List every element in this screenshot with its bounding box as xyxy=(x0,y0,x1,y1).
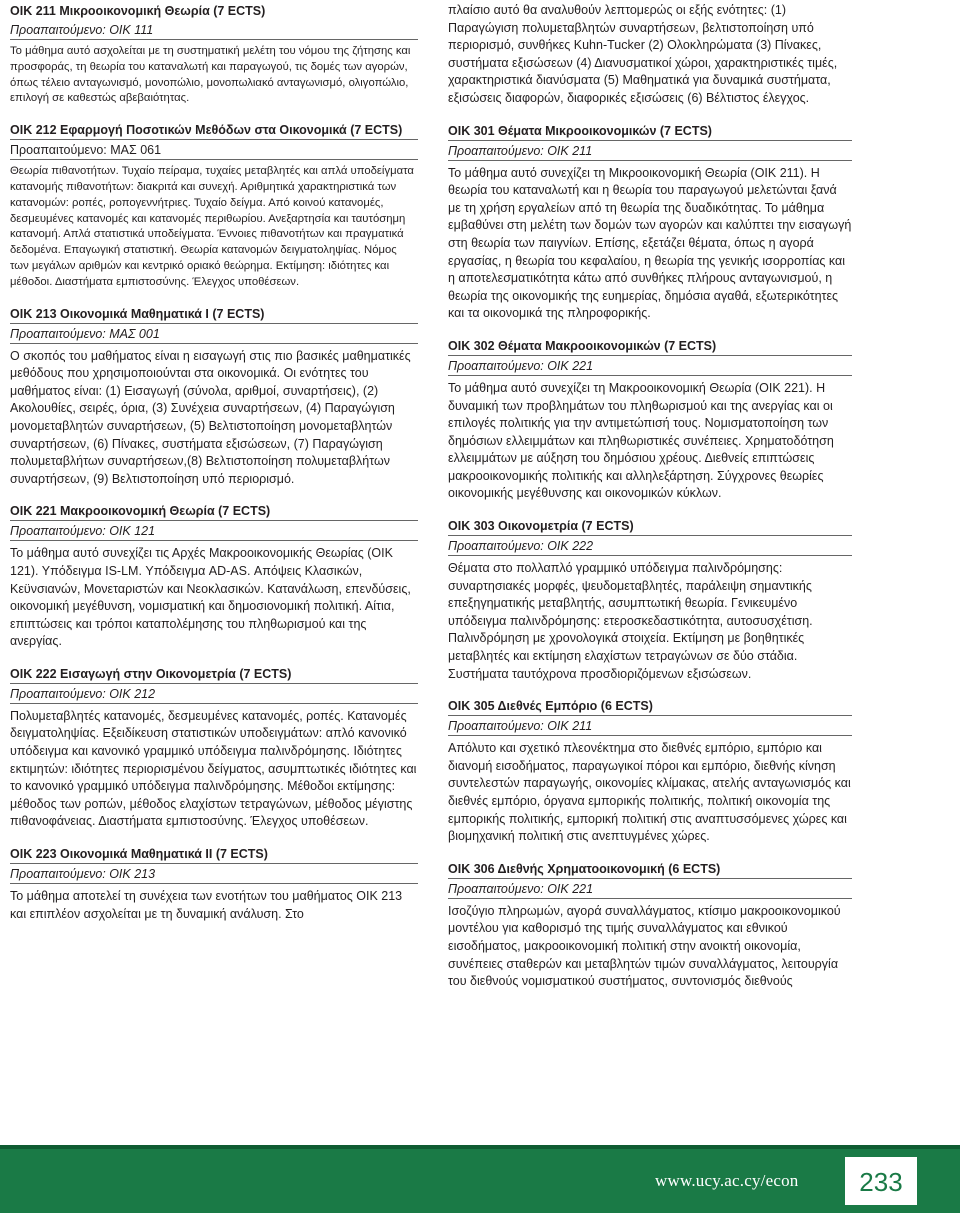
course-oik-302 xyxy=(448,335,852,503)
course-description: Το μάθημα αποτελεί τη συνέχεια των ενοτήτων του μαθήματος ΟΙΚ 213 και επιπλέον ασχολείται με τη δυναμική ανάλυση. Στο xyxy=(10,889,403,921)
course-title: ΟΙΚ 213 Οικονομικά Μαθηματικά Ι (7 ECTS) xyxy=(10,306,265,321)
course-prerequisite: Προαπαιτούμενο: ΟΙΚ 111 xyxy=(10,20,418,40)
course-oik-305 xyxy=(448,695,852,846)
course-prerequisite: Προαπαιτούμενο: ΟΙΚ 212 xyxy=(10,683,418,704)
course-prerequisite: Προαπαιτούμενο: ΟΙΚ 211 xyxy=(448,715,852,736)
course-description: Το μάθημα αυτό ασχολείται με τη συστηματική μελέτη του νόμου της ζήτησης και προσφοράς, τη θεωρία του καταναλωτή και παραγωγού, τις δομές των αγορών, όπως τέλειο ανταγωνισμό, μονοπώλιο, μονοπωλιακό ανταγωνισμό, ολιγοπώλιο, επιλογή σε καθεστώς αβεβαιότητας. xyxy=(10,45,411,105)
course-oik-301 xyxy=(448,120,852,323)
course-oik-211 xyxy=(10,0,418,107)
course-prerequisite: Προαπαιτούμενο: ΜΑΣ 061 xyxy=(10,139,418,160)
course-description: Το μάθημα αυτό συνεχίζει τη Μικροοικονομική Θεωρία (ΟΙΚ 211). Η θεωρία του καταναλωτή και η θεωρία του παραγωγού μελετώνται ξανά με τη χρήση εργαλείων από τη θεωρία της δυαδικότητας. Το μάθημα εμβαθύνει στη μελέτη των δομών των αγορών και καλύπτει την εισαγωγή στη θεωρία των παιγνίων. Επίσης, εξετάζει θέματα, όπως η αγορά εργασίας, η θεωρία του κεφαλαίου, η θεωρία της γενικής ισορροπίας και η αποτελεσματικότητα κάτω από συνθήκες πλήρους ανταγωνισμού, η θεωρία της οικονομικής της ευημερίας, δημόσια αγαθά, εξωτερικότητες και τα οικονομικά της πληροφορικής. xyxy=(448,165,852,321)
course-description: Το μάθημα αυτό συνεχίζει τη Μακροοικονομική Θεωρία (ΟΙΚ 221). Η δυναμική των προβλημάτων του πληθωρισμού και της ανεργίας και οι επιλογές πολιτικής για την αντιμετώπισή τους. Νομισματοποίηση των δημόσιων ελλειμμάτων και πληθωριστικές συνέπειες. Χρηματοδότηση ελλειμμάτων με αύξηση του δημόσιου χρέους. Διεθνείς επιπτώσεις μακροοικονομικής πολιτικής και αλληλεξάρτηση. Σύγχρονες θεωρίες οικονομικής μεγέθυνσης και οικονομικών κύκλων. xyxy=(448,380,834,501)
continued-description: πλαίσιο αυτό θα αναλυθούν λεπτομερώς οι εξής ενότητες: (1) Παραγώγιση πολυμεταβλητών συναρτήσεων, βελτιστοποίηση υπό περιορισμό, συνθήκες Kuhn-Tucker (2) Ολοκληρώματα (3) Πίνακες, συστήματα εξισώσεων (4) Διανυσματικοί χώροι, χαρακτηριστικές τιμές, χαρακτηριστικά διανύσματα (5) Μαθηματικά για δυναμικά συστήματα, εξισώσεις διαφορών, διαφορικές εξισώσεις (6) Βέλτιστος έλεγχος. xyxy=(448,3,838,105)
course-oik-222 xyxy=(10,663,418,831)
course-prerequisite: Προαπαιτούμενο: ΟΙΚ 221 xyxy=(448,355,852,376)
course-description: Το μάθημα αυτό συνεχίζει τις Αρχές Μακροοικονομικής Θεωρίας (ΟΙΚ 121). Υπόδειγμα IS-LM. Υπόδειγμα AD-AS. Απόψεις Κλασικών, Κεϋνσιανών, Μονεταριστών και Νεοκλασικών. Κατανάλωση, επενδύσεις, οικονομική μεγέθυνση, νομισματική και δημοσιονομική πολιτική. Αίτια, επιπτώσεις και τρόποι καταπολέμησης του πληθωρισμού και της ανεργίας. xyxy=(10,546,411,649)
course-title: ΟΙΚ 303 Οικονομετρία (7 ECTS) xyxy=(448,519,634,534)
course-oik-223 xyxy=(10,843,418,923)
course-title: ΟΙΚ 221 Μακροοικονομική Θεωρία (7 ECTS) xyxy=(10,504,271,519)
course-title: ΟΙΚ 306 Διεθνής Χρηματοοικονομική (6 ECTS) xyxy=(448,861,721,876)
course-prerequisite: Προαπαιτούμενο: ΟΙΚ 213 xyxy=(10,863,418,884)
right-column xyxy=(448,0,852,1003)
course-description: Ισοζύγιο πληρωμών, αγορά συναλλάγματος, κτίσιμο μακροοικονομικού μοντέλου για καθορισμό της τιμής συναλλάγματος και εθνικού εισοδήματος, μακροοικονομική πολιτική στην ανοικτή οικονομία, συνέπειες σταθερών και μεταβλητών τιμών συναλλάγματος, λειτουργία του διεθνούς νομισματικού συστήματος, συντονισμός διεθνούς xyxy=(448,903,841,989)
course-prerequisite: Προαπαιτούμενο: ΟΙΚ 121 xyxy=(10,520,418,541)
course-oik-306 xyxy=(448,858,852,991)
course-title: ΟΙΚ 301 Θέματα Μικροοικονομικών (7 ECTS) xyxy=(448,123,712,138)
course-description: Θέματα στο πολλαπλό γραμμικό υπόδειγμα παλινδρόμησης: συναρτησιακές μορφές, ψευδομεταβλητές, παράλειψη σημαντικής επεξηγηματικής μεταβλητής, ασυμπτωτική θεωρία. Γενικευμένο υπόδειγμα παλινδρόμησης: ετεροσκεδαστικότητα, αυτοσυσχέτιση. Παλινδρόμηση με χρονολογικά στοιχεία. Εκτίμηση με βοηθητικές μεταβλητές και εκτίμηση ελαχίστων τετραγώνων σε δύο στάδια. Συστήματα ταυτόχρονα προσδιοριζόμενων εξισώσεων. xyxy=(448,561,813,681)
course-prerequisite: Προαπαιτούμενο: ΜΑΣ 001 xyxy=(10,323,418,344)
course-prerequisite: Προαπαιτούμενο: ΟΙΚ 211 xyxy=(448,140,852,161)
footer-band xyxy=(0,1145,960,1213)
course-title: ΟΙΚ 302 Θέματα Μακροοικονομικών (7 ECTS) xyxy=(448,338,717,353)
course-oik-212 xyxy=(10,119,418,290)
course-oik-213 xyxy=(10,303,418,489)
course-oik-303 xyxy=(448,515,852,683)
course-prerequisite: Προαπαιτούμενο: ΟΙΚ 222 xyxy=(448,535,852,556)
course-prerequisite: Προαπαιτούμενο: ΟΙΚ 221 xyxy=(448,878,852,899)
course-description: Θεωρία πιθανοτήτων. Τυχαίο πείραμα, τυχαίες μεταβλητές και απλά υποδείγματα κατανομής πιθανοτήτων: διακριτά και συνεχή. Αριθμητικά χαρακτηριστικά των κατανομών: ροπές, ροπογεννήτριες. Τυχαίο δείγμα. Από κοινού κατανομές, δεσμευμένες κατανομές και κατανομές περιθωρίου. Ανεξαρτησία και ταυτόσημη κατανομή. Απλά στατιστικά υποδείγματα. Έννοιες πιθανοτήτων και πραγματικά δεδομένα. Επαγωγική στατιστική. Θεωρία κατανομών δειγματοληψίας. Νόμος των μεγάλων αριθμών και κεντρικό οριακό θεώρημα. Εκτίμηση: ιδιότητες και μέθοδοι. Διαστήματα εμπιστοσύνης. Έλεγχος υποθέσεων. xyxy=(10,165,414,288)
course-title: ΟΙΚ 211 Μικροοικονομική Θεωρία (7 ECTS) xyxy=(10,4,266,18)
page-number-box xyxy=(845,1157,917,1205)
course-title: ΟΙΚ 222 Εισαγωγή στην Οικονομετρία (7 ECTS) xyxy=(10,666,292,681)
course-description: Ο σκοπός του μαθήματος είναι η εισαγωγή στις πιο βασικές μαθηματικές μεθόδους που χρησιμοποιούνται στα οικονομικά. Οι ενότητες του μαθήματος είναι: (1) Εισαγωγή (σύνολα, αριθμοί, συναρτήσεις), (2) Ακολουθίες, σειρές, όρια, (3) Συνέχεια συναρτήσεων, (4) Παραγώγιση μονομεταβλητών συναρτήσεων, (5) Βελτιστοποίηση μονομεταβλητών συναρτήσεων, (6) Πίνακες, συστήματα εξισώσεων, (7) Παραγώγιση πολυμεταβλήτων συναρτήσεων,(8) Βελτιστοποίηση πολυμεταβλήτων συναρτήσεων, (9) Βελτιστοποίηση υπό περιορισμό. xyxy=(10,348,411,486)
course-description: Πολυμεταβλητές κατανομές, δεσμευμένες κατανομές, ροπές. Κατανομές δειγματοληψίας. Εξειδίκευση στατιστικών υποδειγμάτων: απλό κανονικό υπόδειγμα και κανονικό γραμμικό υπόδειγμα παλινδρόμησης. Ιδιότητες εκτιμητών: ιδιότητες περιορισμένου δείγματος, ασυμπτωτικές ιδιότητες και το κανονικό γραμμικό υπόδειγμα παλινδρόμησης. Μέθοδοι εκτίμησης: μέθοδος των ροπών, μέθοδος ελαχίστων τετραγώνων, μέθοδος μέγιστης πιθανοφάνειας. Διαστήματα εμπιστοσύνης. Έλεγχος υποθέσεων. xyxy=(10,708,417,829)
footer-divider xyxy=(0,1145,960,1149)
left-column xyxy=(10,0,418,935)
page-number: 233 xyxy=(859,1167,903,1197)
course-title: ΟΙΚ 223 Οικονομικά Μαθηματικά ΙΙ (7 ECTS) xyxy=(10,847,268,862)
course-title: ΟΙΚ 305 Διεθνές Εμπόριο (6 ECTS) xyxy=(448,699,653,714)
course-oik-221 xyxy=(10,500,418,651)
footer-url[interactable]: www.ucy.ac.cy/econ xyxy=(655,1171,799,1190)
course-description: Απόλυτο και σχετικό πλεονέκτημα στο διεθνές εμπόριο, εμπόριο και διανομή εισοδήματος, παραγωγικοί πόροι και εμπόριο, διεθνής κίνηση συντελεστών παραγωγής, οικονομίες κλίμακας, ατελής ανταγωνισμός και διεθνές εμπόριο, όργανα εμπορικής πολιτικής, πολιτική οικονομία της εμπορικής πολιτικής, εμπορική πολιτική στις αναπτυσσόμενες χώρες και βιομηχανική πολιτική στις ανεπτυγμένες χώρες. xyxy=(448,741,851,844)
course-title: ΟΙΚ 212 Εφαρμογή Ποσοτικών Μεθόδων στα Οικονομικά (7 ECTS) xyxy=(10,123,403,138)
